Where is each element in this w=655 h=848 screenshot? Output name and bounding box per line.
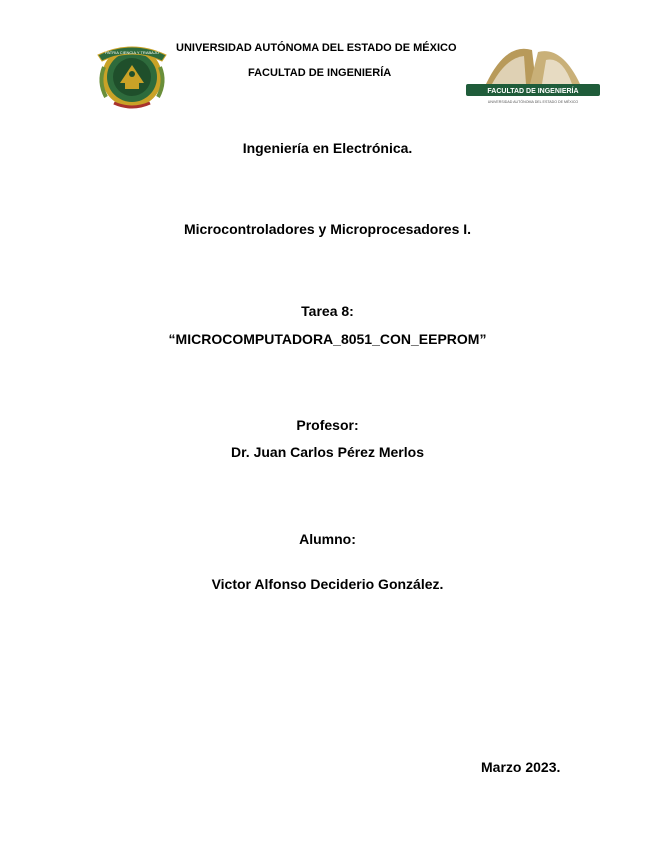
assignment-label: Tarea 8: <box>301 303 354 319</box>
logo-subtext: UNIVERSIDAD AUTÓNOMA DEL ESTADO DE MÉXICO <box>487 100 579 104</box>
assignment-title: “MICROCOMPUTADORA_8051_CON_EEPROM” <box>168 331 487 347</box>
date: Marzo 2023. <box>481 759 561 775</box>
professor-name: Dr. Juan Carlos Pérez Merlos <box>231 444 424 460</box>
student-name: Victor Alfonso Deciderio González. <box>211 576 444 592</box>
student-label: Alumno: <box>299 531 356 547</box>
professor-label: Profesor: <box>296 417 359 433</box>
university-name: UNIVERSIDAD AUTÓNOMA DEL ESTADO DE MÉXICO <box>176 42 457 54</box>
logo-band-text: FACULTAD DE INGENIERÍA <box>487 88 579 95</box>
course-title: Microcontroladores y Microprocesadores I. <box>183 221 472 237</box>
career-title: Ingeniería en Electrónica. <box>242 140 413 156</box>
uaemex-crest-icon <box>92 37 172 111</box>
crest-banner-text: PATRIA CIENCIA Y TRABAJO <box>105 50 159 55</box>
faculty-name: FACULTAD DE INGENIERÍA <box>248 67 392 79</box>
facultad-ingenieria-logo-icon <box>462 40 604 106</box>
